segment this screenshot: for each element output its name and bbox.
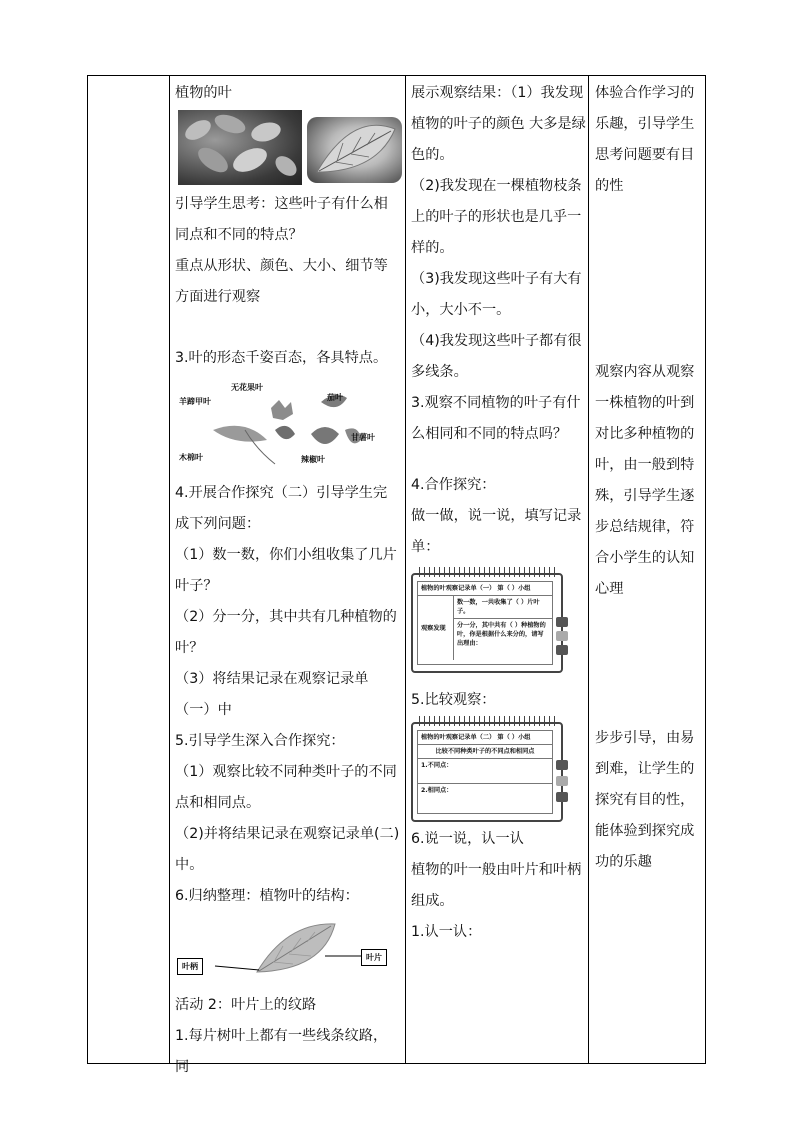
leaf-label: 羊蹄甲叶 bbox=[179, 397, 211, 406]
result2-text: （2)我发现在一棵植物枝条上的叶子的形状也是几乎一样的。 bbox=[411, 178, 582, 256]
card2-header: 植物的叶观察记录单（二） 第（ ）小组 bbox=[418, 731, 552, 745]
petiole-label: 叶柄 bbox=[177, 958, 203, 975]
leaf-closeup-photo bbox=[307, 117, 402, 183]
card2-row1: 1.不同点： bbox=[418, 759, 552, 784]
focus-text: 重点从形状、颜色、大小、细节等方面进行观察 bbox=[175, 258, 388, 305]
step5-title: 5.比较观察： bbox=[411, 692, 496, 708]
recognize-text: 1.认一认： bbox=[411, 924, 482, 940]
leaf-label: 辣椒叶 bbox=[301, 455, 325, 464]
task1-text: （1）数一数，你们小组收集了几片叶子？ bbox=[175, 547, 397, 594]
design-intent-column bbox=[588, 76, 707, 1063]
question-text: 引导学生思考：这些叶子有什么相同点和不同的特点？ bbox=[175, 196, 388, 243]
card1-line1: 数一数，一共收集了（ ）片叶子。 bbox=[454, 596, 552, 619]
result3-text: （3)我发现这些叶子有大有小，大小不一。 bbox=[411, 271, 582, 318]
leaf-photos bbox=[175, 110, 401, 187]
activity2-text: 1.每片树叶上都有一些线条纹路，同 bbox=[175, 1028, 388, 1075]
intent2-text: 观察内容从观察一株植物的叶到对比多种植物的叶，由一般到特殊，引导学生逐步总结规律，符合小学生的认知心理 bbox=[595, 364, 695, 597]
step6-text: 6.归纳整理：植物叶的结构： bbox=[175, 888, 359, 904]
card1-line2: 分一分，其中共有（ ）种植物的叶，你是根据什么来分的，请写出理由： bbox=[457, 622, 546, 647]
leaf-structure-figure bbox=[175, 916, 401, 986]
leaf-label: 茄叶 bbox=[327, 393, 343, 402]
task-compare-text: （1）观察比较不同种类叶子的不同点和相同点。 bbox=[175, 764, 397, 811]
result4-text: （4)我发现这些叶子都有很多线条。 bbox=[411, 333, 582, 380]
step3-question: 3.观察不同植物的叶子有什么相同和不同的特点吗？ bbox=[411, 395, 581, 442]
structure-text: 植物的叶一般由叶片和叶柄组成。 bbox=[411, 862, 582, 909]
intent3-text: 步步引导，由易到难，让学生的探究有目的性，能体验到探究成功的乐趣 bbox=[595, 730, 695, 870]
result-text: 展示观察结果：（1）我发现植物的叶子的颜色 大多是绿色的。 bbox=[411, 85, 586, 163]
record-card-2 bbox=[411, 716, 568, 820]
card1-left-label: 观察发现 bbox=[418, 596, 454, 660]
leaf-label: 木棉叶 bbox=[179, 453, 203, 462]
step6-title: 6.说一说，认一认 bbox=[411, 831, 524, 847]
blank-column bbox=[88, 76, 169, 1063]
student-activity-column bbox=[405, 76, 588, 1063]
step3-text: 3.叶的形态千姿百态，各具特点。 bbox=[175, 350, 388, 366]
card2-row2: 2.相同点： bbox=[421, 787, 453, 794]
step5-text: 5.引导学生深入合作探究： bbox=[175, 733, 345, 749]
lesson-table bbox=[87, 75, 706, 1075]
card2-subtitle: 比较不同种类叶子的不同点和相同点 bbox=[418, 745, 552, 759]
step4-instruction: 做一做，说一说，填写记录单： bbox=[411, 508, 582, 555]
activity2-title: 活动 2：叶片上的纹路 bbox=[175, 997, 317, 1013]
section-title: 植物的叶 bbox=[175, 85, 232, 101]
leaf-types-figure bbox=[175, 380, 401, 470]
teacher-activity-column bbox=[169, 76, 405, 1075]
card1-header: 植物的叶观察记录单（一） 第（ ）小组 bbox=[418, 582, 552, 596]
step4-text: 4.开展合作探究（二）引导学生完成下列问题： bbox=[175, 485, 388, 532]
step4-title: 4.合作探究： bbox=[411, 477, 496, 493]
leaf-label: 无花果叶 bbox=[231, 383, 263, 392]
task3-text: （3）将结果记录在观察记录单（一）中 bbox=[175, 671, 369, 718]
task-record-text: （2)并将结果记录在观察记录单(二)中。 bbox=[175, 826, 400, 873]
blade-label: 叶片 bbox=[361, 949, 387, 966]
record-card-1 bbox=[411, 567, 568, 671]
leaf-label: 甘薯叶 bbox=[351, 433, 375, 442]
plant-leaves-photo bbox=[178, 110, 302, 185]
intent1-text: 体验合作学习的乐趣，引导学生思考问题要有目的性 bbox=[595, 85, 695, 194]
task2-text: （2）分一分，其中共有几种植物的叶？ bbox=[175, 609, 397, 656]
